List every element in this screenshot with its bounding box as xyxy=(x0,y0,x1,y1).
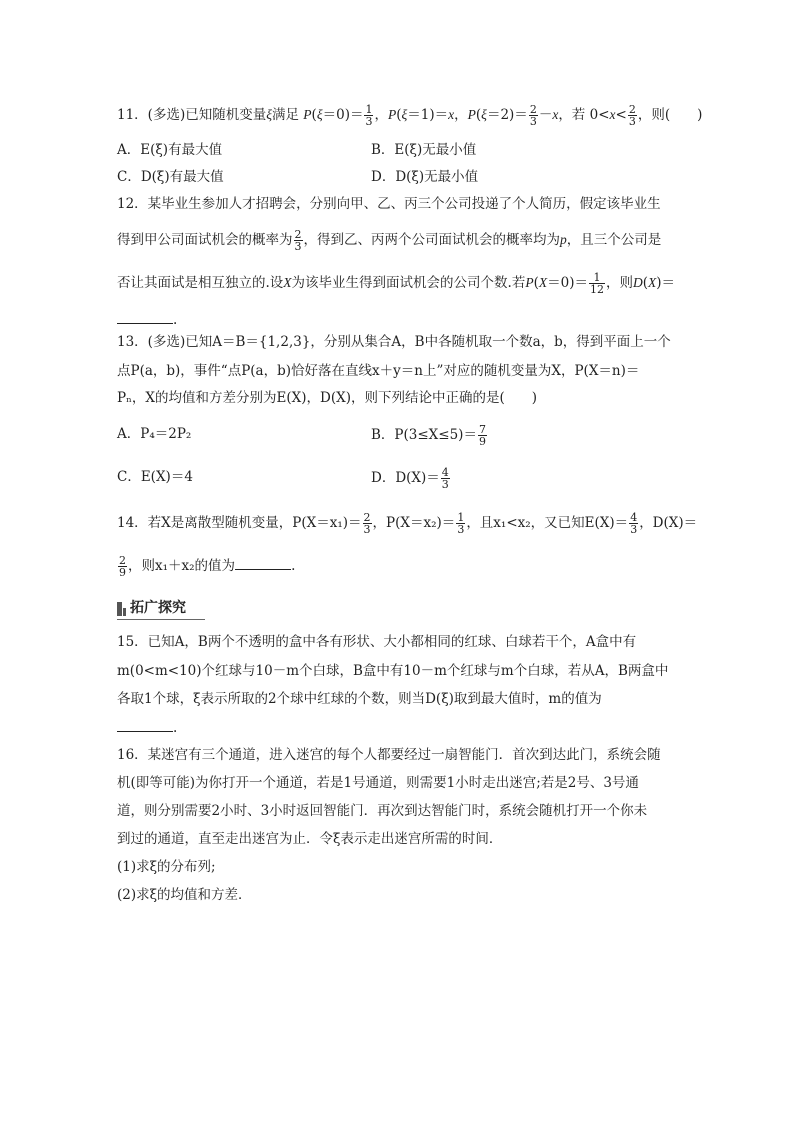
q14-text: ，P(X＝x₂)＝ xyxy=(372,515,456,531)
q12-text: ，且三个公司是 xyxy=(566,232,662,248)
q13-option-b xyxy=(371,424,488,447)
q14-line-1 xyxy=(117,512,697,535)
q14-text: 14．若X是离散型随机变量，P(X＝x₁)＝ xyxy=(117,515,362,531)
q14-text: ，D(X)＝ xyxy=(639,515,698,531)
q12-text: ，得到乙、丙两个公司面试机会的概率均为 xyxy=(303,232,560,248)
fraction: $\frac{4}{3}$ xyxy=(630,511,638,536)
q13-option-d xyxy=(371,467,451,490)
q12-line-3: 否让其面试是相互独立的.设X为该毕业生得到面试机会的公司个数.若P(X＝0)＝ $\frac{1}{12}$ ，则D(X)＝ xyxy=(117,271,676,296)
q13-option-d-text: D．D(X)＝ xyxy=(371,470,440,486)
answer-blank[interactable] xyxy=(117,717,173,732)
fraction: $\frac{1}{12}$ xyxy=(589,271,604,296)
math: P xyxy=(303,107,312,122)
section-title: 拓广探究 xyxy=(130,600,186,616)
q12-text: 为该毕业生得到面试机会的公司个数.若 xyxy=(291,275,526,291)
q15-line-2: m(0<m<10)个红球与10－m个白球，B盒中有10－m个红球与m个白球，若从A，B两盒中 xyxy=(117,663,669,679)
q11-text: ， xyxy=(374,107,388,123)
section-underline xyxy=(117,619,205,620)
q11-stem: 11．(多选)已知随机变量ξ满足 P(ξ＝0)＝ $\frac{1}{3}$ ，P(ξ＝1)＝x，P(ξ＝2)＝ $\frac{2}{3}$ －x，若 0<x< $\frac{2}{3}$ ，则( ) xyxy=(117,103,703,128)
q16-line-2: 机(即等可能)为你打开一个通道，若是1号通道，则需要1小时走出迷宫;若是2号、3号通 xyxy=(117,775,639,791)
fraction: $\frac{7}{9}$ xyxy=(478,423,486,448)
q12-text: . xyxy=(173,312,178,328)
q15-line-1: 15．已知A，B两个不透明的盒中各有形状、大小都相同的红球、白球若干个，A盒中有 xyxy=(117,634,637,650)
q11-option-a: A．E(ξ)有最大值 xyxy=(117,142,223,158)
q12-line-4 xyxy=(117,309,177,330)
q15-text: . xyxy=(173,720,178,736)
section-marker-icon xyxy=(123,608,126,616)
fraction: $\frac{1}{3}$ xyxy=(365,103,373,128)
q11-xi: ξ xyxy=(266,107,272,122)
q11-text: 11．(多选)已知随机变量 xyxy=(117,107,267,123)
fraction: $\frac{2}{3}$ xyxy=(529,103,537,128)
fraction: $\frac{2}{3}$ xyxy=(363,511,371,536)
q13-option-c: C．E(X)＝4 xyxy=(117,469,193,485)
q13-option-a: A．P₄＝2P₂ xyxy=(117,426,192,442)
fraction: $\frac{2}{9}$ xyxy=(119,554,126,579)
q14-line-2: $\frac{2}{9}$ ，则x₁＋x₂的值为 . xyxy=(119,554,296,579)
q11-option-b: B．E(ξ)无最小值 xyxy=(371,142,477,158)
q12-line-1: 12．某毕业生参加人才招聘会，分别向甲、乙、丙三个公司投递了个人简历，假定该毕业生 xyxy=(117,196,661,212)
fraction: $\frac{2}{3}$ xyxy=(294,228,302,253)
math-p: p xyxy=(560,232,567,247)
q14-text: ，则x₁＋x₂的值为 xyxy=(128,558,236,574)
q13-line-1: 13．(多选)已知A＝B＝{1,2,3}，分别从集合A，B中各随机取一个数a，b，得到平面上一个 xyxy=(117,334,671,350)
q16-part-2: (2)求ξ的均值和方差． xyxy=(117,887,252,903)
q11-option-c: C．D(ξ)有最大值 xyxy=(117,169,224,185)
answer-blank[interactable] xyxy=(235,555,291,570)
q12-line-2 xyxy=(117,229,661,252)
fraction: $\frac{2}{3}$ xyxy=(628,103,636,128)
q14-text: ，且x₁<x₂，又已知E(X)＝ xyxy=(466,515,629,531)
q12-text: ，则 xyxy=(605,275,633,291)
answer-blank[interactable] xyxy=(117,309,173,324)
q12-text: 得到甲公司面试机会的概率为 xyxy=(117,232,293,248)
q15-line-3: 各取1个球，ξ表示所取的2个球中红球的个数，则当D(ξ)取到最大值时，m的值为 xyxy=(117,691,602,707)
q12-text: 否让其面试是相互独立的.设 xyxy=(117,275,284,291)
q13-line-3: Pₙ，X的均值和方差分别为E(X)，D(X)，则下列结论中正确的是( ) xyxy=(117,390,538,406)
q15-line-4 xyxy=(117,717,177,738)
q16-part-1: (1)求ξ的分布列; xyxy=(117,859,216,875)
q13-line-2: 点P(a，b)，事件“点P(a，b)恰好落在直线x＋y＝n上”对应的随机变量为X，P(X＝n)＝ xyxy=(117,363,640,379)
q16-line-3: 道，则分别需要2小时、3小时返回智能门．再次到达智能门时，系统会随机打开一个你未 xyxy=(117,803,648,819)
section-marker-icon xyxy=(117,602,122,616)
q11-option-d: D．D(ξ)无最小值 xyxy=(371,169,479,185)
section-header xyxy=(117,598,205,620)
fraction: $\frac{1}{3}$ xyxy=(457,511,465,536)
q11-text: 满足 xyxy=(272,107,299,123)
q11-text: ，则( ) xyxy=(637,107,703,123)
fraction: $\frac{4}{3}$ xyxy=(441,466,449,491)
q16-line-1: 16．某迷宫有三个通道，进入迷宫的每个人都要经过一扇智能门．首次到达此门，系统会随 xyxy=(117,747,661,763)
q11-text: ， xyxy=(454,107,468,123)
q13-option-b-text: B．P(3≤X≤5)＝ xyxy=(371,427,477,443)
q16-line-4: 到过的通道，直至走出迷宫为止．令ξ表示走出迷宫所需的时间． xyxy=(117,831,503,847)
q11-text: ，若 0< xyxy=(558,107,610,123)
